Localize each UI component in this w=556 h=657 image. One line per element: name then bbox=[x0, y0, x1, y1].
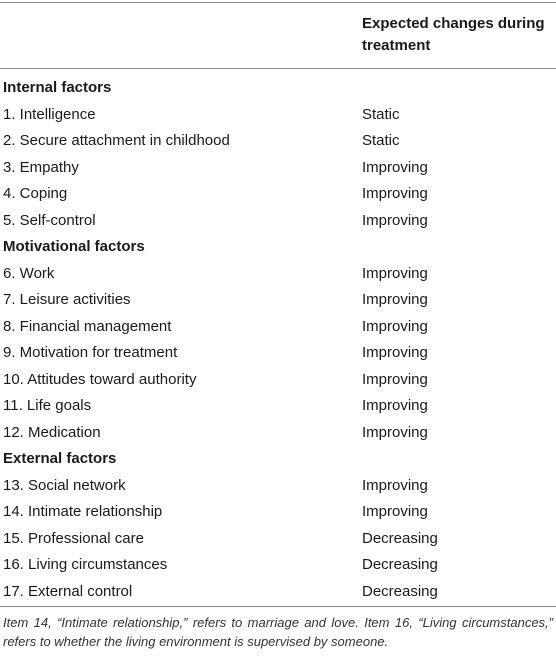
table-top-rule bbox=[0, 2, 556, 3]
factor-label: 3. Empathy bbox=[3, 158, 79, 176]
section-header-row bbox=[0, 234, 556, 261]
section-title: External factors bbox=[3, 450, 117, 467]
factor-label: 13. Social network bbox=[3, 476, 126, 494]
factor-label: 16. Living circumstances bbox=[3, 556, 168, 573]
factor-label: 1. Intelligence bbox=[3, 105, 96, 123]
table-row bbox=[0, 128, 556, 155]
factor-label: 12. Medication bbox=[3, 423, 101, 441]
expected-change-value: Improving bbox=[362, 344, 428, 361]
factor-label: 4. Coping bbox=[3, 185, 68, 202]
table-row bbox=[0, 579, 556, 606]
expected-change-value: Improving bbox=[362, 291, 428, 308]
table-row bbox=[0, 208, 556, 235]
table-row bbox=[0, 102, 556, 129]
factor-label: 14. Intimate relationship bbox=[3, 503, 163, 520]
factor-label: 11. Life goals bbox=[3, 397, 92, 414]
expected-change-value: Improving bbox=[362, 317, 428, 335]
factor-label: 6. Work bbox=[3, 264, 55, 282]
section-title: Motivational factors bbox=[3, 238, 145, 255]
table-header-rule bbox=[0, 68, 556, 69]
factor-label: 5. Self-control bbox=[3, 211, 96, 229]
table-row bbox=[0, 526, 556, 553]
table-row bbox=[0, 340, 556, 367]
table-row bbox=[0, 261, 556, 288]
factor-label: 10. Attitudes toward authority bbox=[3, 370, 197, 388]
table-row bbox=[0, 155, 556, 182]
table-row bbox=[0, 420, 556, 447]
factor-label: 15. Professional care bbox=[3, 529, 144, 547]
expected-change-value: Decreasing bbox=[362, 556, 438, 573]
section-header-row bbox=[0, 75, 556, 102]
expected-change-value: Decreasing bbox=[362, 529, 438, 547]
expected-change-value: Decreasing bbox=[362, 582, 438, 600]
expected-change-value: Static bbox=[362, 105, 400, 123]
table-bottom-rule bbox=[0, 606, 556, 607]
expected-change-value: Improving bbox=[362, 397, 428, 414]
factor-label: 17. External control bbox=[3, 582, 133, 600]
table-row bbox=[0, 181, 556, 208]
section-header-row bbox=[0, 446, 556, 473]
table-footnote: Item 14, “Intimate relationship,” refers to marriage and love. Item 16, “Living circumstances,” refers to whether the living environment is supervised by someone. bbox=[3, 615, 553, 649]
table-row bbox=[0, 473, 556, 500]
section-title: Internal factors bbox=[3, 79, 112, 96]
expected-change-value: Improving bbox=[362, 211, 428, 229]
column-header-expected-changes: Expected changes during treatment bbox=[362, 15, 545, 54]
table-row bbox=[0, 552, 556, 579]
factor-label: 2. Secure attachment in childhood bbox=[3, 132, 230, 149]
expected-change-value: Improving bbox=[362, 503, 428, 520]
expected-change-value: Improving bbox=[362, 370, 428, 388]
table-row bbox=[0, 367, 556, 394]
table-row bbox=[0, 314, 556, 341]
expected-change-value: Improving bbox=[362, 264, 428, 282]
expected-change-value: Improving bbox=[362, 476, 428, 494]
factor-label: 7. Leisure activities bbox=[3, 291, 131, 308]
table-body bbox=[0, 75, 556, 605]
factor-label: 8. Financial management bbox=[3, 317, 172, 335]
expected-change-value: Static bbox=[362, 132, 400, 149]
table-row bbox=[0, 393, 556, 420]
table-row bbox=[0, 499, 556, 526]
factor-label: 9. Motivation for treatment bbox=[3, 344, 178, 361]
table-row bbox=[0, 287, 556, 314]
expected-change-value: Improving bbox=[362, 423, 428, 441]
expected-change-value: Improving bbox=[362, 158, 428, 176]
expected-change-value: Improving bbox=[362, 185, 428, 202]
